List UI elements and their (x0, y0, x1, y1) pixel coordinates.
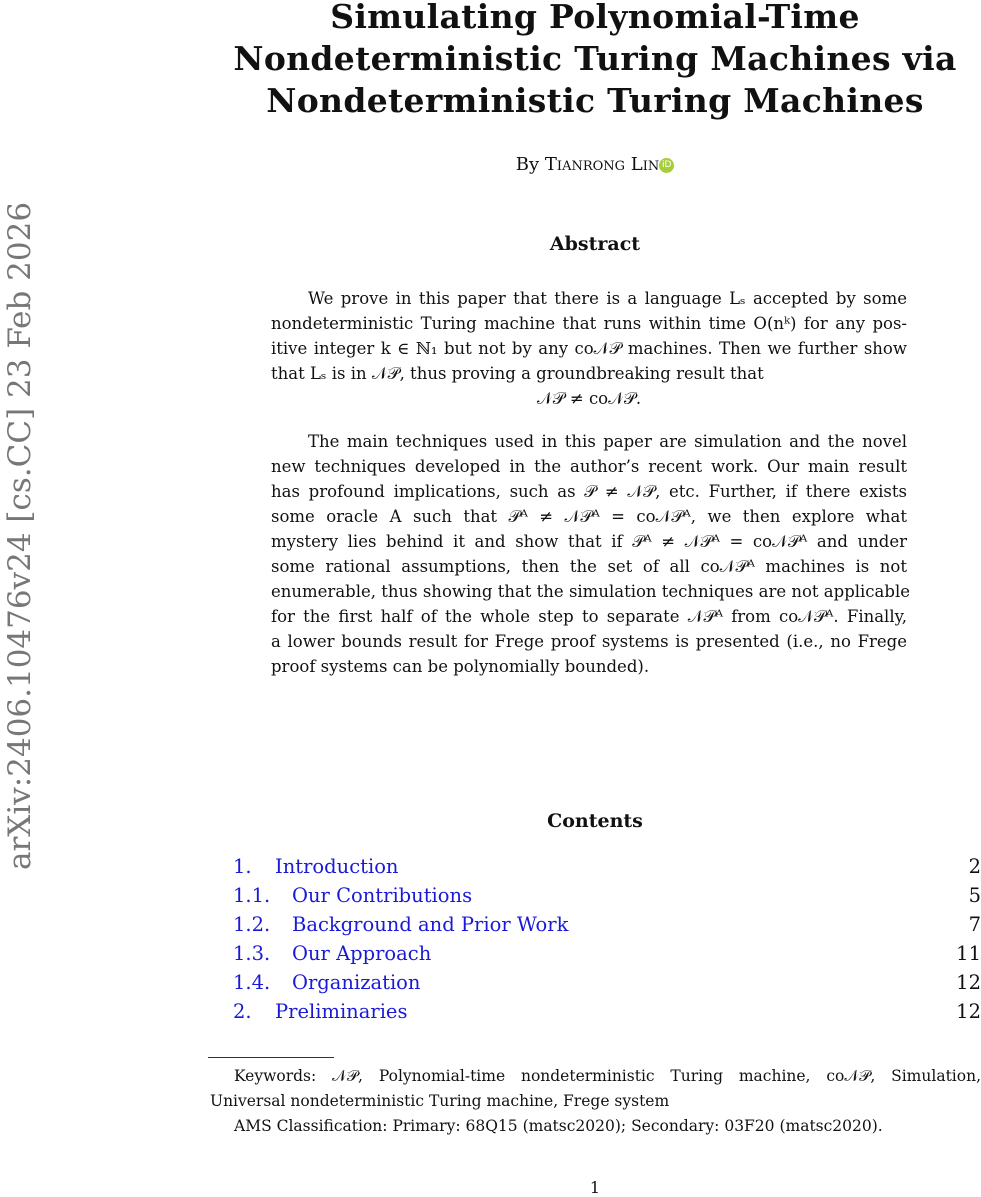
abstract-line: a lower bounds result for Frege proof systems is presented (i.e., no Frege (271, 632, 907, 651)
toc-number[interactable]: 1.4. (233, 971, 271, 994)
page-number: 1 (589, 1178, 601, 1197)
contents-heading: Contents (547, 810, 643, 832)
abstract-equation: 𝒩𝒫 ≠ co𝒩𝒫. (536, 389, 642, 408)
toc-number[interactable]: 1.3. (233, 942, 271, 965)
author-line (200, 154, 981, 175)
abstract-line: new techniques developed in the author’s recent work. Our main result (271, 457, 907, 476)
abstract-line: itive integer k ∈ ℕ₁ but not by any co𝒩𝒫 machines. Then we further show (271, 339, 907, 358)
toc-link[interactable]: Organization (292, 971, 421, 994)
abstract-body (271, 286, 910, 679)
abstract-heading: Abstract (549, 233, 641, 255)
abstract-line: has profound implications, such as 𝒫 ≠ 𝒩𝒫, etc. Further, if there exists (271, 482, 907, 501)
author-prefix: By (515, 154, 540, 175)
table-of-contents (233, 852, 981, 1026)
toc-page: 2 (968, 855, 981, 878)
paper-title (200, 0, 981, 122)
toc-entry-organization[interactable] (233, 968, 981, 997)
abstract-line: some oracle A such that 𝒫ᴬ ≠ 𝒩𝒫ᴬ = co𝒩𝒫ᴬ, we then explore what (271, 507, 907, 526)
abstract-line: some rational assumptions, then the set of all co𝒩𝒫ᴬ machines is not (271, 557, 907, 576)
toc-page: 7 (968, 913, 981, 936)
abstract-line: enumerable, thus showing that the simulation techniques are not applicable (271, 582, 910, 601)
toc-page: 11 (956, 942, 981, 965)
arxiv-identifier-stamp: arXiv:2406.10476v24 [cs.CC] 23 Feb 2026 (2, 201, 38, 870)
toc-number[interactable]: 1.2. (233, 913, 271, 936)
author-name: Tianrong Lin (544, 154, 660, 175)
abstract-line: proof systems can be polynomially bounded). (271, 657, 650, 676)
toc-number[interactable]: 1. (233, 855, 252, 878)
abstract-line: for the first half of the whole step to separate 𝒩𝒫ᴬ from co𝒩𝒫ᴬ. Finally, (271, 607, 907, 626)
title-line: Nondeterministic Turing Machines (266, 81, 924, 120)
keywords-line: Universal nondeterministic Turing machine, Frege system (210, 1092, 670, 1110)
abstract-line: mystery lies behind it and show that if 𝒫ᴬ ≠ 𝒩𝒫ᴬ = co𝒩𝒫ᴬ and under (271, 532, 907, 551)
toc-link[interactable]: Our Contributions (292, 884, 473, 907)
abstract-line: We prove in this paper that there is a language Lₛ accepted by some (308, 289, 907, 308)
toc-page: 12 (956, 971, 981, 994)
title-line: Nondeterministic Turing Machines via (233, 39, 957, 78)
footnote-rule (208, 1057, 334, 1058)
toc-entry-our-contributions[interactable] (233, 881, 981, 910)
toc-link[interactable]: Background and Prior Work (292, 913, 569, 936)
toc-link[interactable]: Preliminaries (275, 1000, 408, 1023)
toc-entry-background[interactable] (233, 910, 981, 939)
toc-entry-preliminaries[interactable] (233, 997, 981, 1026)
toc-page: 12 (956, 1000, 981, 1023)
orcid-icon[interactable]: iD (659, 158, 674, 173)
toc-link[interactable]: Introduction (275, 855, 399, 878)
keywords-line: Keywords: 𝒩𝒫, Polynomial-time nondeterministic Turing machine, co𝒩𝒫, Simulation, (234, 1067, 981, 1085)
toc-number[interactable]: 2. (233, 1000, 252, 1023)
footnote (210, 1064, 981, 1139)
title-line: Simulating Polynomial-Time (330, 0, 860, 36)
abstract-line: nondeterministic Turing machine that runs within time O(nᵏ) for any pos- (271, 314, 907, 333)
toc-number[interactable]: 1.1. (233, 884, 271, 907)
abstract-line: that Lₛ is in 𝒩𝒫, thus proving a groundbreaking result that (271, 364, 764, 383)
toc-entry-our-approach[interactable] (233, 939, 981, 968)
abstract-line: The main techniques used in this paper are simulation and the novel (308, 432, 907, 451)
toc-link[interactable]: Our Approach (292, 942, 432, 965)
toc-entry-introduction[interactable] (233, 852, 981, 881)
ams-classification: AMS Classification: Primary: 68Q15 (matsc2020); Secondary: 03F20 (matsc2020). (234, 1117, 883, 1135)
toc-page: 5 (968, 884, 981, 907)
